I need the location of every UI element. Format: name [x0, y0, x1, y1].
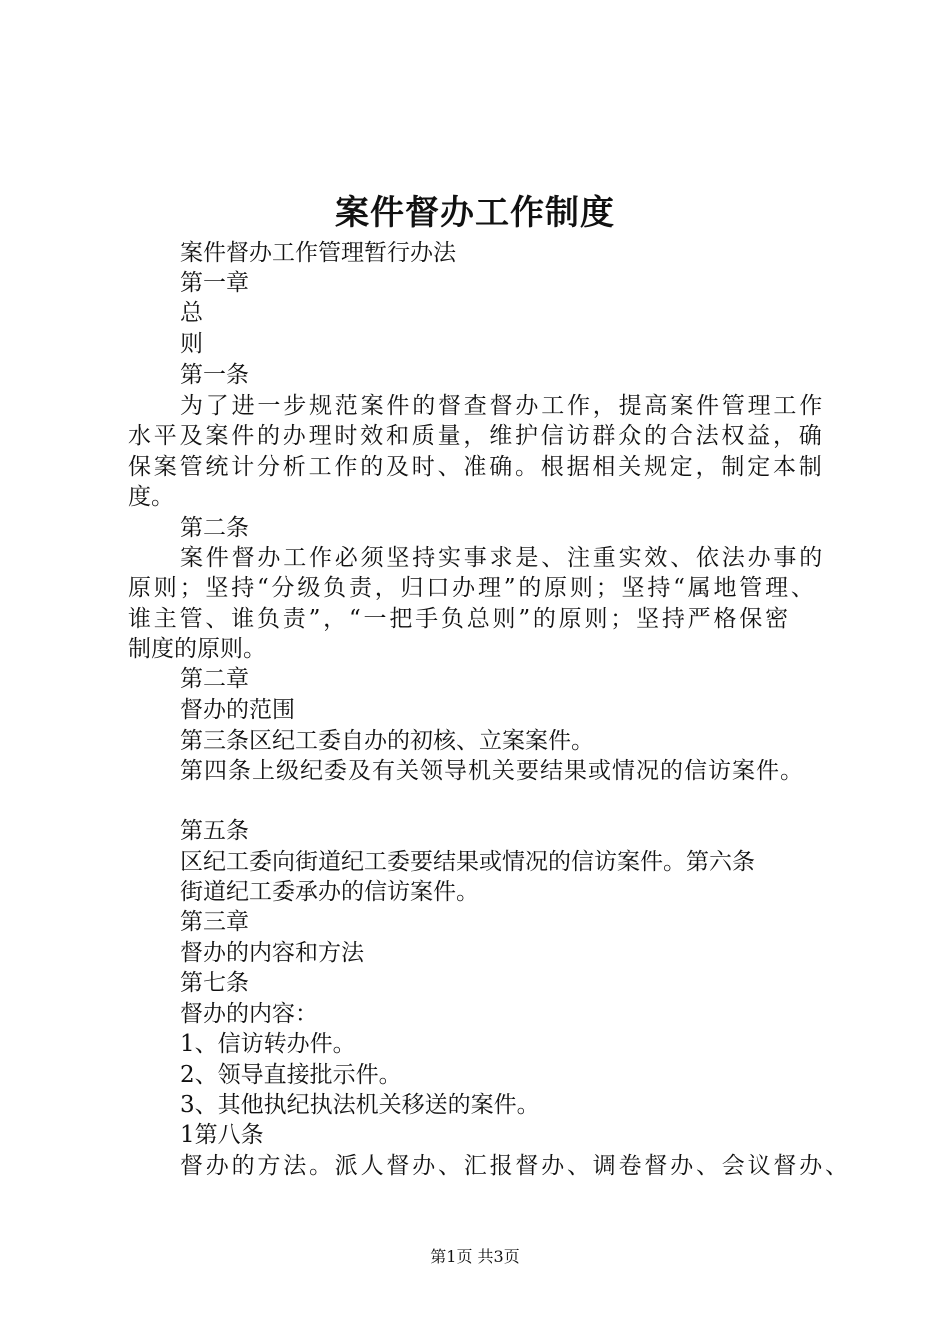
article-line: 街道纪工委承办的信访案件。: [180, 879, 479, 905]
chapter-heading: 第一章: [180, 270, 249, 296]
paragraph-line: 制度的原则。: [128, 636, 266, 662]
article-heading: 第一条: [180, 362, 249, 388]
article-heading: 第七条: [180, 970, 249, 996]
paragraph-line: 度。: [128, 484, 174, 510]
paragraph-line: 原则；坚持“分级负责，归口办理”的原则；坚持“属地管理、: [128, 575, 817, 601]
article-line: 第三条区纪工委自办的初核、立案案件。: [180, 728, 594, 754]
article-line: 督办的内容：: [180, 1001, 318, 1027]
paragraph-line: 水平及案件的办理时效和质量，维护信访群众的合法权益，确: [128, 423, 825, 449]
chapter-title-char: 总: [180, 300, 203, 326]
chapter-title: 督办的范围: [180, 697, 295, 723]
subtitle-line: 案件督办工作管理暂行办法: [180, 240, 456, 266]
paragraph-line: 案件督办工作必须坚持实事求是、注重实效、依法办事的: [180, 545, 825, 571]
article-heading: 第五条: [180, 818, 249, 844]
article-heading: 1第八条: [180, 1122, 264, 1148]
paragraph-line: 为了进一步规范案件的督查督办工作，提高案件管理工作: [180, 393, 825, 419]
list-item: 2、领导直接批示件。: [180, 1062, 402, 1088]
paragraph-line: 督办的方法。派人督办、汇报督办、调卷督办、会议督办、: [180, 1153, 851, 1179]
article-line: 区纪工委向街道纪工委要结果或情况的信访案件。第六条: [180, 849, 755, 875]
list-item: 3、其他执纪执法机关移送的案件。: [180, 1092, 540, 1118]
list-item: 1、信访转办件。: [180, 1031, 356, 1057]
document-title: 案件督办工作制度: [335, 193, 615, 233]
paragraph-line: 谁主管、谁负责”，“一把手负总则”的原则；坚持严格保密: [128, 606, 791, 632]
chapter-title-char: 则: [180, 331, 203, 357]
chapter-title: 督办的内容和方法: [180, 940, 364, 966]
chapter-heading: 第三章: [180, 909, 249, 935]
paragraph-line: 保案管统计分析工作的及时、准确。根据相关规定，制定本制: [128, 454, 825, 480]
article-heading: 第二条: [180, 515, 249, 541]
page-footer: 第1页 共3页: [430, 1247, 520, 1266]
chapter-heading: 第二章: [180, 666, 249, 692]
article-line: 第四条上级纪委及有关领导机关要结果或情况的信访案件。: [180, 758, 804, 784]
